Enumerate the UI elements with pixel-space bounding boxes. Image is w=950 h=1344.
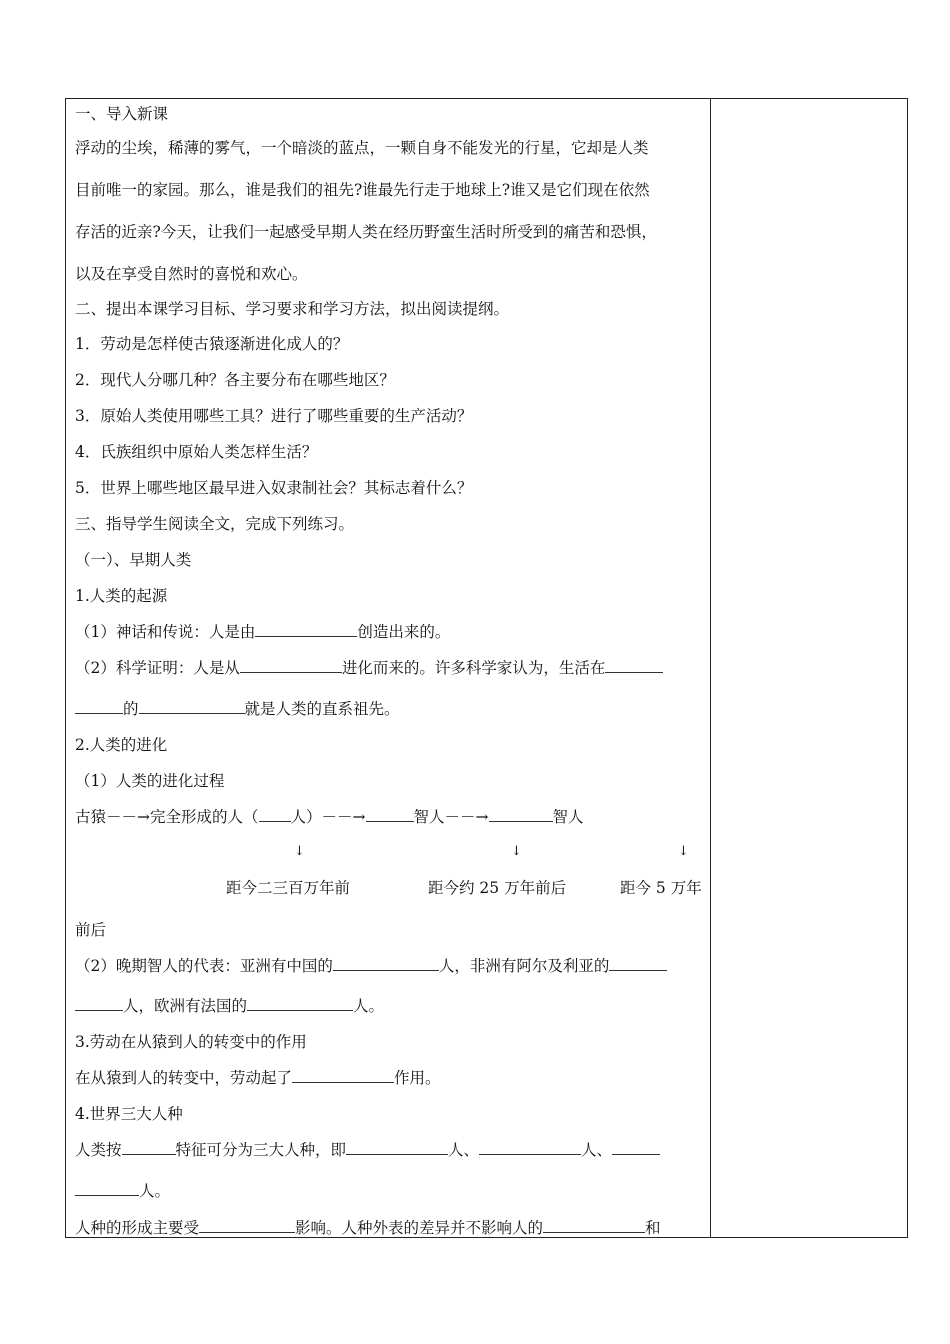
answer-blank[interactable] — [75, 699, 123, 714]
question-item: 2．现代人分哪几种？各主要分布在哪些地区？ — [75, 371, 395, 389]
down-arrow-icon: ↓ — [678, 844, 689, 859]
fill-blank-line: （2）晚期智人的代表：亚洲有中国的 人，非洲有阿尔及利亚的 — [75, 956, 667, 976]
fill-blank-line: 人，欧洲有法国的 人。 — [75, 996, 384, 1016]
fill-blank-line: 人类按 特征可分为三大人种，即 人、 人、 — [75, 1140, 660, 1160]
answer-blank[interactable] — [75, 1181, 139, 1196]
fill-blank-line: 人。 — [75, 1181, 170, 1201]
down-arrow-icon: ↓ — [511, 844, 522, 859]
answer-blank[interactable] — [346, 1140, 448, 1155]
section-heading-intro: 一、导入新课 — [75, 105, 169, 123]
answer-blank[interactable] — [292, 1068, 394, 1083]
topic-heading: 4.世界三大人种 — [75, 1105, 183, 1123]
fill-blank-line: 人种的形成主要受 影响。人种外表的差异并不影响人的 和 — [75, 1219, 661, 1237]
evolution-chain: 古猿－－→完全形成的人（ 人）－－→ 智人－－→ 智人 — [75, 808, 584, 826]
question-item: 5．世界上哪些地区最早进入奴隶制社会？其标志着什么？ — [75, 479, 473, 497]
answer-blank[interactable] — [255, 622, 357, 637]
paragraph-line: 以及在享受自然时的喜悦和欢心。 — [75, 265, 308, 283]
subsection-heading: （一）、早期人类 — [75, 551, 192, 569]
answer-blank[interactable] — [333, 956, 439, 971]
timeline-label: 距今二三百万年前 — [226, 879, 351, 897]
column-divider — [710, 98, 711, 1238]
question-item: 4．氏族组织中原始人类怎样生活？ — [75, 443, 318, 461]
topic-heading: 3.劳动在从猿到人的转变中的作用 — [75, 1033, 307, 1051]
topic-heading: 1.人类的起源 — [75, 587, 168, 605]
answer-blank[interactable] — [199, 1218, 295, 1233]
answer-blank[interactable] — [366, 807, 414, 822]
answer-blank[interactable] — [479, 1140, 581, 1155]
fill-blank-line: （2）科学证明：人是从 进化而来的。许多科学家认为，生活在 — [75, 658, 663, 678]
question-item: 1．劳动是怎样使古猿逐渐进化成人的？ — [75, 335, 349, 353]
down-arrow-icon: ↓ — [294, 844, 305, 859]
topic-heading: 2.人类的进化 — [75, 736, 168, 754]
answer-blank[interactable] — [609, 956, 667, 971]
answer-blank[interactable] — [247, 996, 353, 1011]
answer-blank[interactable] — [75, 996, 123, 1011]
answer-blank[interactable] — [605, 658, 663, 673]
answer-blank[interactable] — [489, 807, 553, 822]
paragraph-line: 存活的近亲?今天，让我们一起感受早期人类在经历野蛮生活时所受到的痛苦和恐惧， — [75, 223, 657, 241]
timeline-label: 距今约 25 万年前后 — [428, 879, 567, 897]
timeline-label-continued: 前后 — [75, 921, 107, 939]
answer-blank[interactable] — [543, 1218, 645, 1233]
question-item: 3．原始人类使用哪些工具？进行了哪些重要的生产活动？ — [75, 407, 473, 425]
answer-blank[interactable] — [612, 1140, 660, 1155]
section-heading-exercises: 三、指导学生阅读全文，完成下列练习。 — [75, 515, 355, 533]
paragraph-line: 浮动的尘埃，稀薄的雾气，一个暗淡的蓝点，一颗自身不能发光的行星，它却是人类 — [75, 139, 649, 157]
fill-blank-line: 的 就是人类的直系祖先。 — [75, 699, 400, 719]
fill-blank-line: （1）神话和传说：人是由 创造出来的。 — [75, 623, 451, 641]
paragraph-line: 目前唯一的家园。那么，谁是我们的祖先?谁最先行走于地球上?谁又是它们现在依然 — [75, 181, 650, 199]
section-heading-goals: 二、提出本课学习目标、学习要求和学习方法，拟出阅读提纲。 — [75, 300, 510, 318]
fill-blank-line: 在从猿到人的转变中，劳动起了 作用。 — [75, 1069, 441, 1087]
subtopic-heading: （1）人类的进化过程 — [75, 772, 225, 790]
answer-blank[interactable] — [122, 1140, 176, 1155]
answer-blank[interactable] — [139, 699, 245, 714]
timeline-label: 距今 5 万年 — [620, 879, 702, 897]
answer-blank[interactable] — [259, 807, 291, 822]
answer-blank[interactable] — [240, 658, 342, 673]
